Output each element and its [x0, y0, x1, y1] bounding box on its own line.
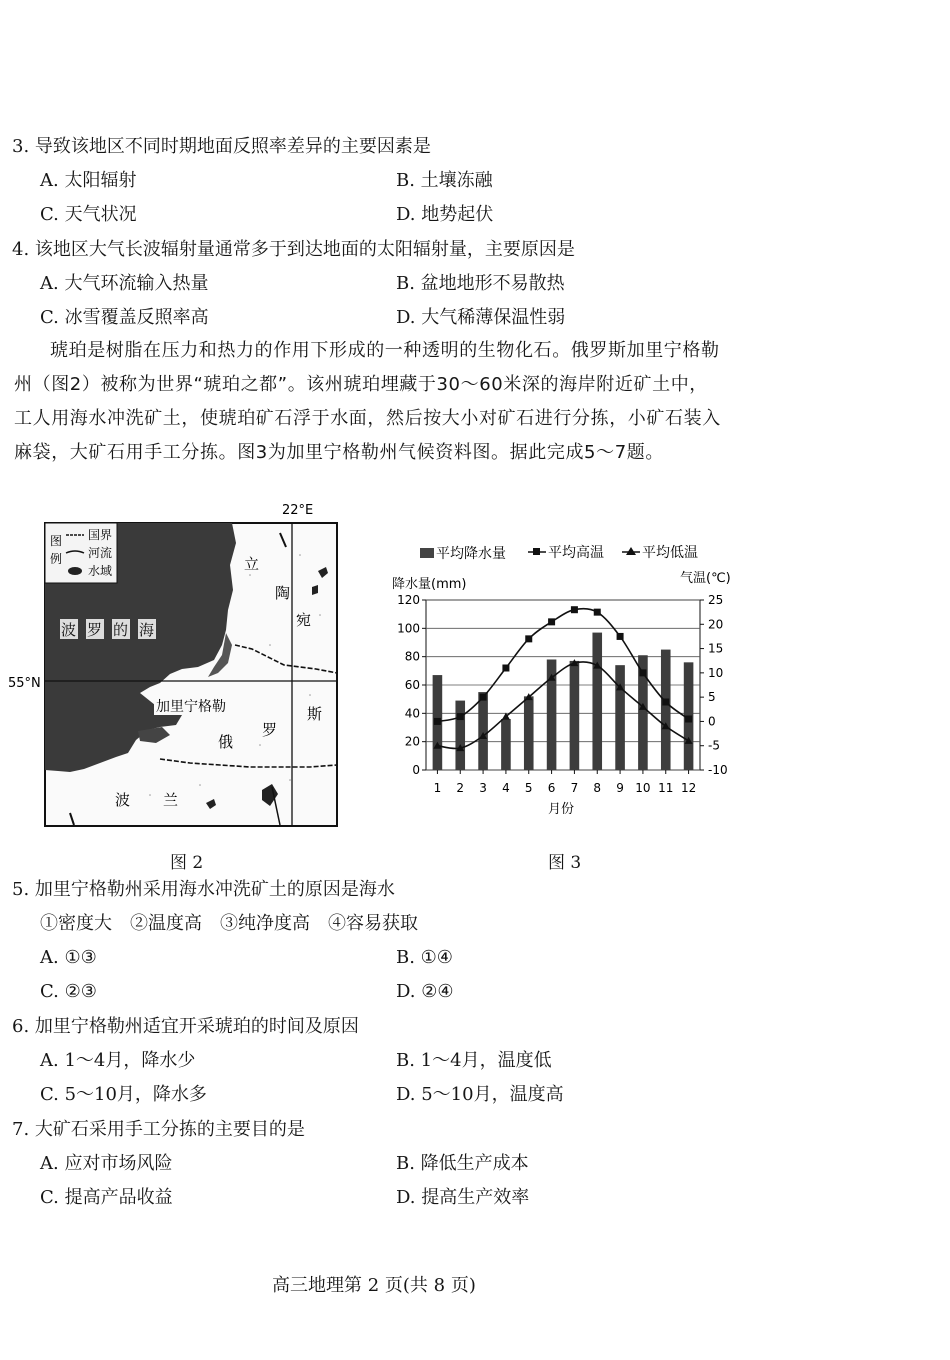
x-tick-label: 9 — [616, 781, 624, 795]
x-axis-label: 月份 — [548, 802, 575, 817]
precip-bar — [501, 719, 511, 770]
y-right-tick-label: 15 — [708, 641, 724, 656]
x-tick-label: 7 — [570, 781, 579, 795]
russia-char-2: 俄 — [218, 733, 234, 751]
avg-high-temp-point — [617, 633, 624, 640]
q3-option-b: B. 土壤冻融 — [396, 170, 493, 191]
q3-option-d: D. 地势起伏 — [396, 204, 494, 225]
y-left-tick-label: 80 — [404, 649, 420, 664]
legend-low-marker — [626, 547, 636, 555]
figure-2-caption: 图 2 — [170, 853, 204, 873]
poland-char-2: 兰 — [163, 791, 179, 809]
city-label: 加里宁格勒 — [156, 699, 226, 715]
q6-option-a: A. 1～4月，降水少 — [40, 1050, 196, 1071]
avg-high-temp-point — [457, 713, 464, 720]
precip-bar — [592, 633, 602, 770]
precip-bar — [661, 650, 671, 770]
passage — [14, 334, 744, 470]
y-right-tick-label: 0 — [708, 714, 716, 729]
avg-high-temp-point — [525, 635, 532, 642]
poland-char-1: 波 — [115, 791, 131, 809]
avg-high-temp-point — [639, 669, 646, 676]
avg-high-temp-point — [548, 618, 555, 625]
q4-option-b: B. 盆地地形不易散热 — [396, 273, 565, 294]
q6-option-b: B. 1～4月，温度低 — [396, 1050, 552, 1071]
x-tick-label: 2 — [456, 781, 465, 795]
svg-text:的: 的 — [113, 621, 129, 639]
legend-precip-swatch — [420, 548, 434, 558]
y-left-tick-label: 40 — [404, 706, 420, 721]
q5-option-a: A. ①③ — [40, 947, 97, 968]
passage-line-4: 麻袋，大矿石用手工分拣。图3为加里宁格勒州气候资料图。据此完成5～7题。 — [14, 442, 664, 463]
y-left-tick-label: 20 — [404, 734, 420, 749]
q5-option-d: D. ②④ — [396, 981, 454, 1002]
legend-river-label: 河流 — [88, 546, 113, 560]
x-tick-label: 6 — [547, 781, 556, 795]
y-right-tick-label: 20 — [708, 617, 724, 632]
q5-statements: ①密度大 ②温度高 ③纯净度高 ④容易获取 — [40, 913, 418, 934]
precip-bar — [524, 696, 534, 770]
figure-3-caption: 图 3 — [548, 853, 582, 873]
figure-3-climate-chart — [380, 530, 750, 830]
q7-option-c: C. 提高产品收益 — [40, 1187, 173, 1208]
y-right-tick-label: 10 — [708, 665, 724, 680]
map-legend-title-2: 例 — [50, 552, 63, 566]
q7-option-d: D. 提高生产效率 — [396, 1187, 530, 1208]
x-tick-label: 1 — [433, 781, 442, 795]
avg-high-temp-point — [685, 716, 692, 723]
avg-high-temp-point — [480, 694, 487, 701]
precip-bar — [570, 661, 580, 770]
q7-stem: 7. 大矿石采用手工分拣的主要目的是 — [12, 1119, 305, 1140]
y-left-tick-label: 100 — [397, 621, 420, 636]
svg-text:海: 海 — [139, 621, 155, 639]
x-tick-label: 12 — [680, 781, 697, 795]
map-legend-title-1: 图 — [50, 534, 63, 548]
y-right-axis-label: 气温(℃) — [680, 571, 731, 586]
lithuania-char-1: 立 — [244, 555, 260, 573]
figure-2-map — [0, 495, 350, 840]
q3-stem: 3. 导致该地区不同时期地面反照率差异的主要因素是 — [12, 136, 431, 157]
q4-option-a: A. 大气环流输入热量 — [40, 273, 209, 294]
q6-option-c: C. 5～10月，降水多 — [40, 1084, 207, 1105]
x-tick-label: 10 — [635, 781, 651, 795]
q6-option-d: D. 5～10月，温度高 — [396, 1084, 564, 1105]
legend-low-label: 平均低温 — [642, 545, 698, 561]
russia-char-3: 斯 — [307, 705, 323, 723]
avg-high-temp-point — [594, 609, 601, 616]
y-right-tick-label: -5 — [708, 738, 720, 753]
svg-text:罗: 罗 — [87, 621, 103, 639]
q3-option-a: A. 太阳辐射 — [40, 170, 137, 191]
y-left-tick-label: 60 — [404, 678, 420, 692]
map-latitude-label: 55°N — [8, 676, 41, 691]
x-tick-label: 3 — [479, 781, 487, 795]
avg-high-temp-point — [662, 699, 669, 706]
page-footer: 高三地理第 2 页(共 8 页) — [272, 1275, 476, 1296]
x-tick-label: 5 — [524, 781, 533, 795]
avg-high-temp-point — [502, 665, 509, 672]
x-tick-label: 4 — [502, 781, 510, 795]
y-right-tick-label: 25 — [708, 593, 724, 607]
avg-high-temp-point — [571, 606, 578, 613]
q7-option-b: B. 降低生产成本 — [396, 1153, 529, 1174]
y-left-axis-label: 降水量(mm) — [392, 577, 467, 592]
q4-option-d: D. 大气稀薄保温性弱 — [396, 307, 566, 328]
legend-border-label: 国界 — [88, 528, 113, 542]
q6-stem: 6. 加里宁格勒州适宜开采琥珀的时间及原因 — [12, 1016, 359, 1037]
y-left-tick-label: 0 — [412, 763, 420, 777]
precip-bar — [478, 692, 488, 770]
q5-option-c: C. ②③ — [40, 981, 97, 1002]
avg-high-temp-line — [437, 609, 688, 722]
q5-option-b: B. ①④ — [396, 947, 453, 968]
legend-water-label: 水域 — [88, 564, 113, 578]
russia-char-1: 罗 — [262, 721, 278, 739]
lithuania-char-2: 陶 — [275, 584, 291, 602]
y-left-tick-label: 120 — [397, 593, 420, 607]
avg-high-temp-point — [434, 718, 441, 725]
legend-water-symbol — [68, 567, 82, 575]
precip-bar — [455, 701, 465, 770]
map-longitude-label: 22°E — [282, 503, 314, 518]
svg-text:波: 波 — [61, 621, 77, 639]
passage-line-2: 州（图2）被称为世界“琥珀之都”。该州琥珀埋藏于30～60米深的海岸附近矿土中， — [14, 374, 708, 395]
q7-option-a: A. 应对市场风险 — [40, 1153, 173, 1174]
precip-bar — [615, 665, 625, 770]
x-tick-label: 11 — [658, 781, 674, 795]
q3-option-c: C. 天气状况 — [40, 204, 137, 225]
y-right-tick-label: 5 — [708, 690, 716, 705]
legend-high-label: 平均高温 — [548, 545, 604, 561]
passage-line-1: 琥珀是树脂在压力和热力的作用下形成的一种透明的生物化石。俄罗斯加里宁格勒 — [50, 340, 720, 361]
x-tick-label: 8 — [593, 781, 602, 795]
q5-stem: 5. 加里宁格勒州采用海水冲洗矿土的原因是海水 — [12, 879, 395, 900]
lithuania-char-3: 宛 — [296, 611, 312, 629]
q4-stem: 4. 该地区大气长波辐射量通常多于到达地面的太阳辐射量，主要原因是 — [12, 239, 575, 260]
q4-option-c: C. 冰雪覆盖反照率高 — [40, 307, 209, 328]
y-right-tick-label: -10 — [708, 763, 728, 777]
legend-precip-label: 平均降水量 — [436, 546, 506, 562]
legend-high-marker — [533, 548, 540, 555]
passage-line-3: 工人用海水冲洗矿土，使琥珀矿石浮于水面，然后按大小对矿石进行分拣，小矿石装入 — [14, 408, 721, 429]
